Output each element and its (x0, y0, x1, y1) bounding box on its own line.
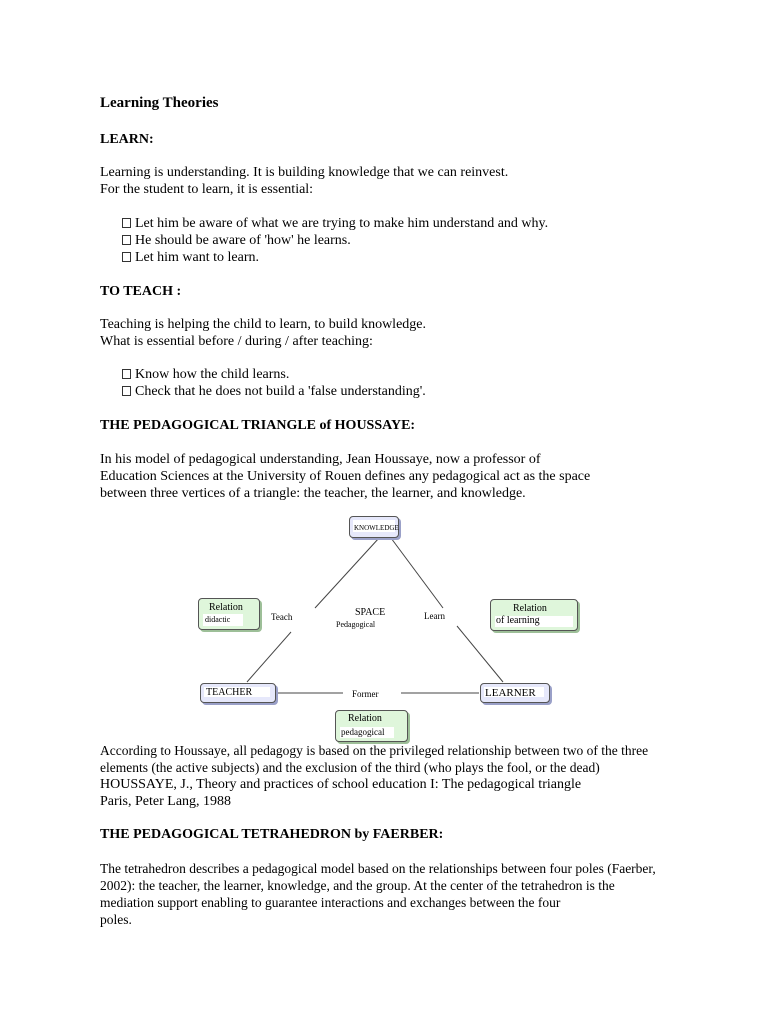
pedagogical-space-label: Pedagogical (336, 620, 376, 629)
reference-line: Paris, Peter Lang, 1988 (100, 794, 232, 809)
teach-line-1: Teaching is helping the child to learn, to build knowledge. (100, 317, 426, 332)
tetra-para-line: The tetrahedron describes a pedagogical model based on the relationships between four poles (Faerber, (100, 861, 656, 876)
teacher-node: TEACHER (200, 683, 276, 703)
space-label: SPACE (355, 607, 386, 618)
teach-edge-label: Teach (271, 612, 293, 622)
learn-bullet: Let him be aware of what we are trying to make him understand and why. (122, 215, 548, 232)
bullet-box-icon (122, 386, 131, 396)
triangle-para-line: Education Sciences at the University of Rouen defines any pedagogical act as the space (100, 469, 591, 484)
teach-bullet: Check that he does not build a 'false understanding'. (122, 383, 426, 400)
knowledge-node: KNOWLEDGE (349, 516, 399, 538)
bullet-box-icon (122, 218, 131, 228)
teach-heading: TO TEACH : (100, 284, 182, 299)
learner-node: LEARNER (480, 683, 550, 703)
bullet-box-icon (122, 235, 131, 245)
reference-line: HOUSSAYE, J., Theory and practices of school education I: The pedagogical triangle (100, 777, 582, 792)
teach-line-2: What is essential before / during / after teaching: (100, 334, 373, 349)
relation-learning-box: Relation of learning (490, 599, 578, 631)
bullet-box-icon (122, 252, 131, 262)
learn-bullet: He should be aware of 'how' he learns. (122, 232, 351, 249)
relation-didactic-box: Relation didactic (198, 598, 260, 630)
bullet-box-icon (122, 369, 131, 379)
learn-bullet: Let him want to learn. (122, 249, 259, 266)
pedagogical-triangle-diagram (193, 512, 585, 744)
learn-edge-label: Learn (424, 611, 445, 621)
former-edge-label: Former (352, 689, 379, 699)
houssaye-line: According to Houssaye, all pedagogy is based on the privileged relationship between two of the three (100, 743, 649, 758)
tetra-para-line: mediation support enabling to guarantee interactions and exchanges between the four (100, 895, 561, 910)
learn-line-1: Learning is understanding. It is building knowledge that we can reinvest. (100, 165, 509, 180)
learn-line-2: For the student to learn, it is essential: (100, 182, 314, 197)
tetra-para-line: 2002): the teacher, the learner, knowledge, and the group. At the center of the tetrahedron is the (100, 878, 615, 893)
tetra-heading: THE PEDAGOGICAL TETRAHEDRON by FAERBER: (100, 827, 444, 842)
learn-heading: LEARN: (100, 132, 154, 147)
triangle-para-line: between three vertices of a triangle: the teacher, the learner, and knowledge. (100, 486, 526, 501)
triangle-para-line: In his model of pedagogical understanding, Jean Houssaye, now a professor of (100, 452, 541, 467)
teach-bullet: Know how the child learns. (122, 366, 289, 383)
page-title: Learning Theories (100, 95, 219, 111)
houssaye-line: elements (the active subjects) and the exclusion of the third (who plays the fool, or the dead) (100, 760, 600, 775)
relation-pedagogical-box: Relation pedagogical (335, 710, 408, 742)
triangle-heading: THE PEDAGOGICAL TRIANGLE of HOUSSAYE: (100, 418, 416, 433)
tetra-para-line: poles. (100, 912, 132, 927)
